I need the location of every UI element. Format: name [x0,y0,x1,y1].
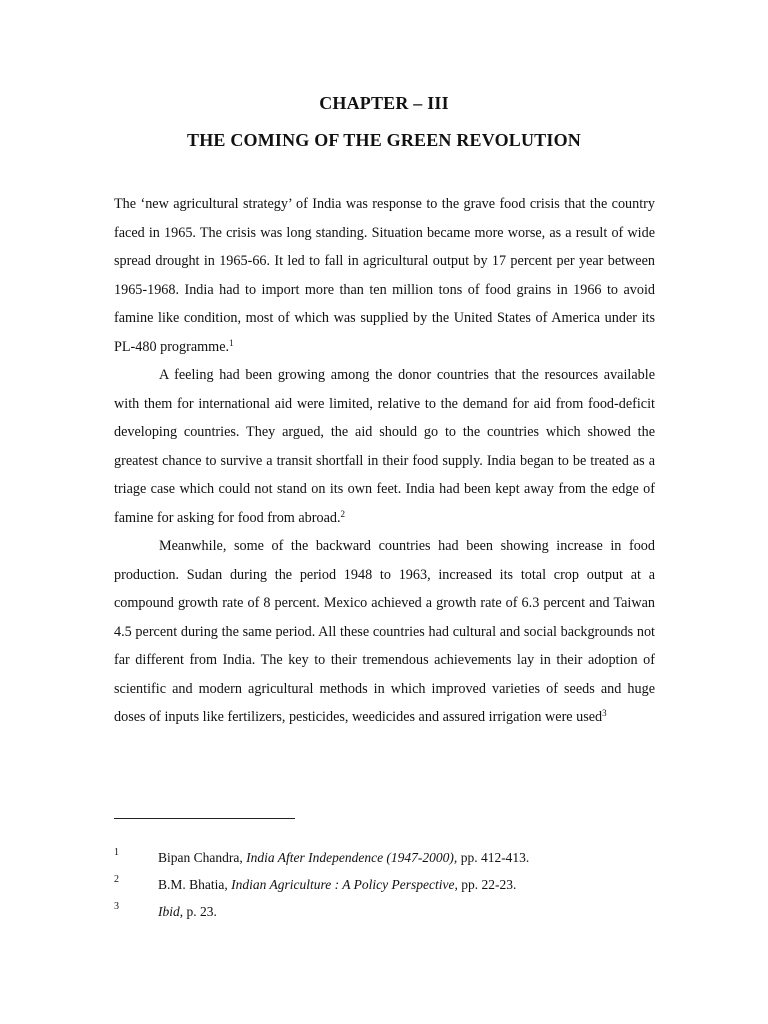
chapter-title: THE COMING OF THE GREEN REVOLUTION [187,130,581,150]
footnote-pages: pp. 412-413. [457,850,530,865]
footnote-pages: , p. 23. [179,904,217,919]
footnote-text [158,850,529,866]
body-text [114,190,655,732]
footnote-pages: pp. 22-23. [457,877,517,892]
footnote-text [158,904,217,920]
footnote-separator [114,818,295,819]
footnote-number: 3 [114,901,119,912]
paragraph-3 [114,532,655,732]
footnote-ref: 2 [340,508,346,519]
footnote-author: B.M. Bhatia, [158,877,232,892]
paragraph-1 [114,190,655,361]
footnote-work: Indian Agriculture : A Policy Perspective, [231,877,458,892]
footnote-ref: 1 [229,337,234,348]
paragraph-text: The ‘new agricultural strategy’ of India was response to the grave food crisis that the country faced in 1965. The crisis was long standing. Situation became more worse, as a result of wide spread drought in 1965-66. It led to fall in agricultural output by 17 percent per year between 1965-1968. India had to import more than ten million tons of food grains in 1966 to avoid famine like condition, most of which was supplied by the United States of America under its PL-480 programme. [114,196,655,355]
footnote-1 [114,847,674,870]
footnote-text [158,877,516,893]
footnote-3 [114,901,674,924]
footnote-author: Bipan Chandra, [158,850,247,865]
footnote-work: India After Independence (1947-2000), [246,850,458,865]
paragraph-text: A feeling had been growing among the donor countries that the resources available with them for international aid were limited, relative to the demand for aid from food-deficit developing countries. They argued, the aid should go to the countries which showed the greatest chance to survive a transit shortfall in their food supply. India began to be treated as a triage case which could not stand on its own feet. India had been kept away from the edge of famine for asking for food from abroad. [114,367,655,526]
footnote-number: 1 [114,847,119,858]
footnote-ref: 3 [602,708,607,718]
footnote-2 [114,874,674,897]
footnote-work: Ibid [158,904,180,919]
footnote-number: 2 [114,874,119,885]
chapter-number: CHAPTER – III [319,93,449,113]
paragraph-text: Meanwhile, some of the backward countries had been showing increase in food production. Sudan during the period 1948 to 1963, increased its total crop output at a compound growth rate of 8 percent. Mexico achieved a growth rate of 6.3 percent and Taiwan 4.5 percent during the same period. All these countries had cultural and social backgrounds not far different from India. The key to their tremendous achievements lay in their adoption of scientific and modern agricultural methods in which improved varieties of seeds and huge doses of inputs like fertilizers, pesticides, weedicides and assured irrigation were used [114,538,655,725]
paragraph-2 [114,361,655,532]
